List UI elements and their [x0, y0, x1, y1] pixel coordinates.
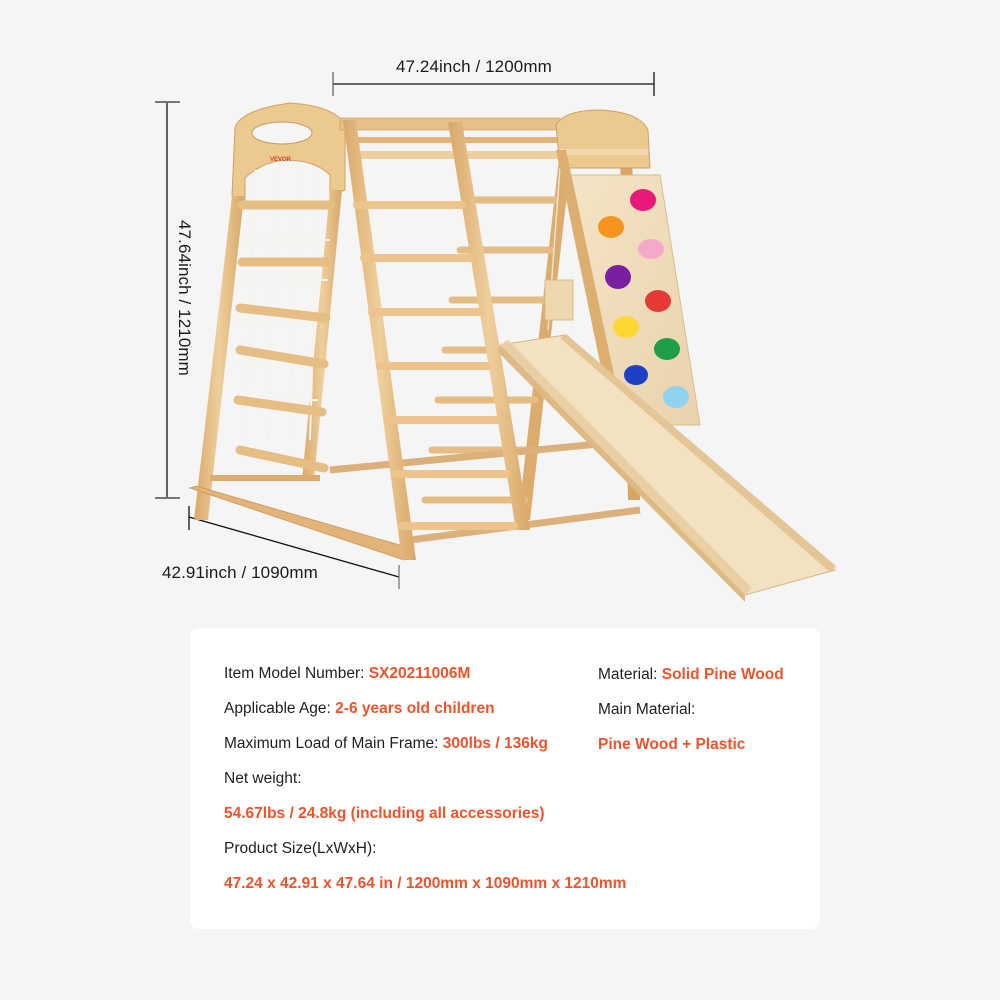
spec-product-size-value: 47.24 x 42.91 x 47.64 in / 1200mm x 1090mm x 1210mm: [224, 875, 627, 892]
height-dimension-label: 47.64inch / 1210mm: [175, 220, 194, 376]
vevor-logo: VEVOR: [270, 157, 292, 163]
spec-value: 300lbs / 136kg: [442, 735, 548, 752]
spec-model-number: [224, 665, 470, 683]
spec-net-weight-value: 54.67lbs / 24.8kg (including all accessories): [224, 805, 545, 822]
spec-main-material-label: Main Material:: [598, 701, 696, 718]
spec-product-size-label: Product Size(LxWxH):: [224, 840, 377, 857]
spec-value: SX20211006M: [368, 665, 471, 682]
specifications-card: [190, 628, 820, 929]
spec-value: 2-6 years old children: [335, 700, 495, 717]
spec-label: Applicable Age:: [224, 700, 336, 717]
spec-label: Material:: [598, 666, 662, 683]
width-dimension-label: 47.24inch / 1200mm: [396, 57, 552, 76]
depth-dimension-label: 42.91inch / 1090mm: [162, 563, 318, 582]
spec-applicable-age: [224, 700, 495, 718]
spec-main-material-value: Pine Wood + Plastic: [598, 736, 746, 753]
right-headboard: [556, 110, 650, 168]
left-headboard: [232, 103, 345, 200]
spec-label: Item Model Number:: [224, 665, 369, 682]
spec-label: Maximum Load of Main Frame:: [224, 735, 443, 752]
front-ladder: [343, 120, 530, 560]
spec-value: Solid Pine Wood: [661, 666, 784, 683]
spec-net-weight-label: Net weight:: [224, 770, 302, 787]
spec-max-load: [224, 735, 548, 753]
spec-material: [598, 666, 784, 684]
